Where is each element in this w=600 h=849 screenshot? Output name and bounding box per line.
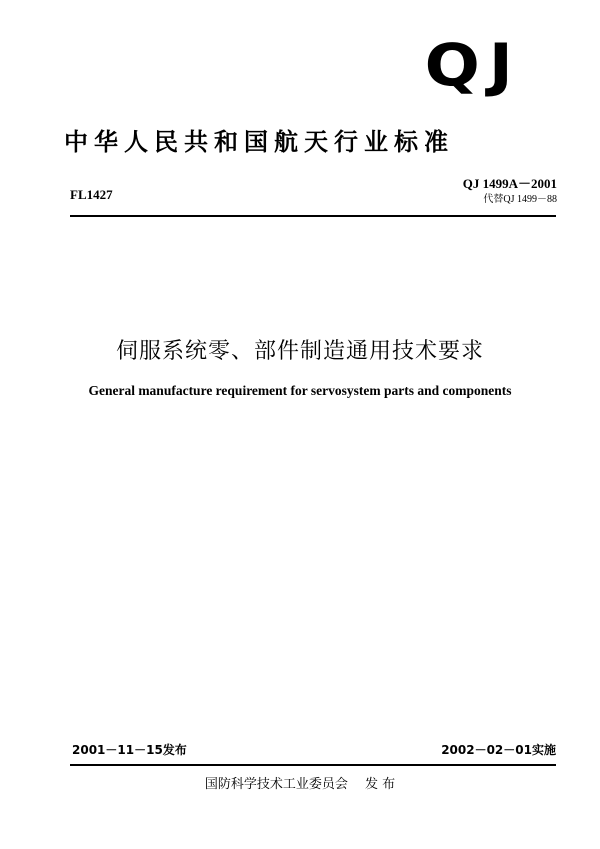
footer-divider — [70, 764, 556, 766]
replaces-standard: 代替QJ 1499－88 — [483, 194, 557, 205]
document-title-chinese: 伺服系统零、部件制造通用技术要求 — [115, 339, 484, 364]
standard-series-title: 中华人民共和国航天行业标准 — [64, 128, 454, 156]
classification-code: FL1427 — [70, 187, 113, 202]
qj-logo: QJ — [424, 31, 522, 99]
issue-date: 2001－11－15发布 — [72, 743, 187, 757]
publisher: 国防科学技术工业委员会 发 布 — [204, 777, 396, 792]
header-divider — [70, 215, 556, 217]
document-title-english: General manufacture requirement for servosystem parts and components — [88, 383, 512, 398]
effective-date: 2002－02－01实施 — [441, 743, 556, 757]
standard-number: QJ 1499A－2001 — [462, 176, 557, 191]
